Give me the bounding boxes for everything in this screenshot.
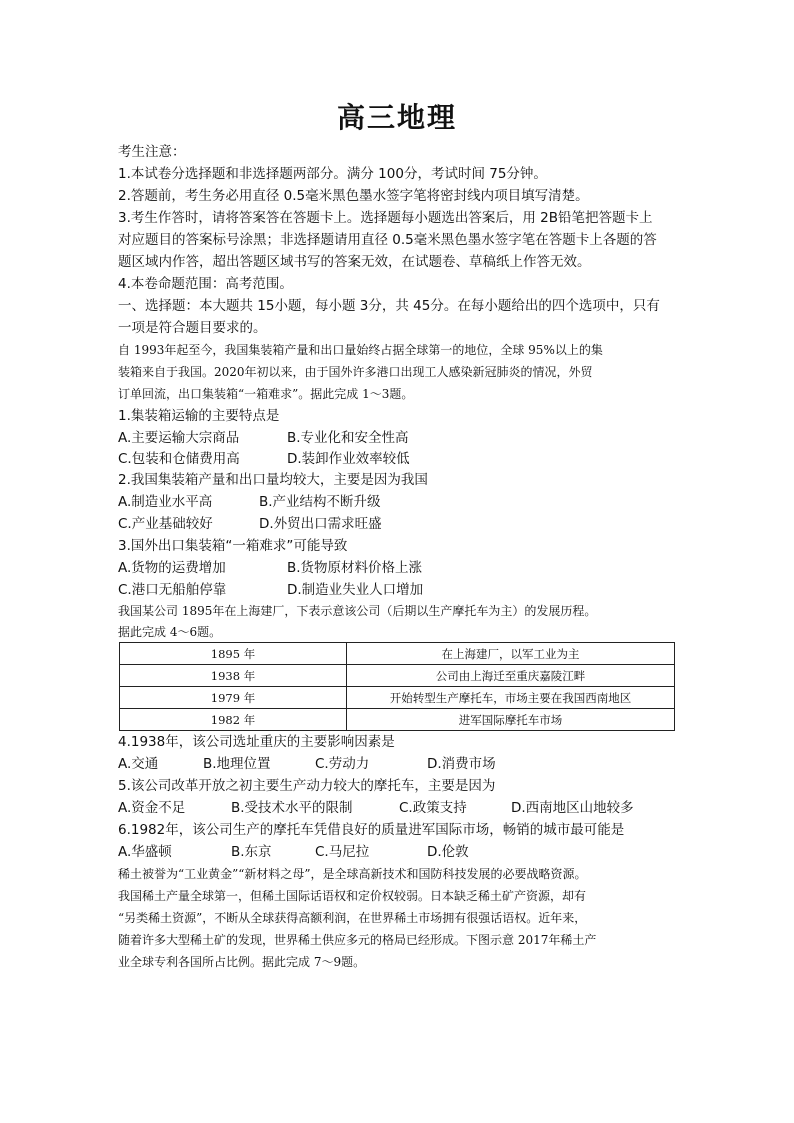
question-stem: 2.我国集装箱产量和出口量均较大，主要是因为我国 [118,472,428,488]
table-row [120,643,675,665]
passage-line: 稀土被誉为“工业黄金”“新材料之母”，是全球高新技术和国防科技发展的必要战略资源。 [118,867,587,881]
table-row [120,709,675,731]
notice-heading: 考生注意： [118,144,186,160]
table-cell-year: 1938 年 [120,665,347,687]
table-cell-event: 进军国际摩托车市场 [347,709,675,731]
question-stem: 6.1982年，该公司生产的摩托车凭借良好的质量进军国际市场，畅销的城市最可能是 [118,822,625,838]
table-row [120,687,675,709]
answer-option: C.包装和仓储费用高 [118,451,240,467]
answer-option: B.受技术水平的限制 [231,800,353,816]
answer-option: C.产业基础较好 [118,516,213,532]
answer-option: B.东京 [231,844,272,860]
table-cell-event: 在上海建厂，以军工业为主 [347,643,675,665]
answer-option: D.外贸出口需求旺盛 [259,516,382,532]
passage-line: 随着许多大型稀土矿的发现，世界稀土供应多元的格局已经形成。下图示意 2017年稀土产 [118,933,597,947]
passage-line: 装箱来自于我国。2020年初以来，由于国外许多港口出现工人感染新冠肺炎的情况，外贸 [118,365,593,379]
answer-option: B.地理位置 [203,756,271,772]
answer-option: C.港口无船舶停靠 [118,582,227,598]
notice-line: 2.答题前，考生务必用直径 0.5毫米黑色墨水签字笔将密封线内项目填写清楚。 [118,188,589,204]
notice-line: 对应题目的答案标号涂黑；非选择题请用直径 0.5毫米黑色墨水签字笔在答题卡上各题的答 [118,232,657,248]
passage-line: “另类稀土资源”，不断从全球获得高额利润，在世界稀土市场拥有很强话语权。近年来， [118,911,587,925]
table-cell-year: 1979 年 [120,687,347,709]
page-title: 高三地理 [336,101,457,134]
answer-option: A.交通 [118,756,159,772]
answer-option: B.产业结构不断升级 [259,494,381,510]
passage-line: 我国某公司 1895年在上海建厂，下表示意该公司（后期以生产摩托车为主）的发展历程。 [118,604,597,618]
table-row [120,665,675,687]
passage-line: 自 1993年起至今，我国集装箱产量和出口量始终占据全球第一的地位，全球 95%以上的集 [118,343,603,357]
history-table [119,642,675,731]
passage-line: 业全球专利各国所占比例。据此完成 7～9题。 [118,955,366,969]
passage-line: 订单回流，出口集装箱“一箱难求”。据此完成 1～3题。 [118,387,414,401]
section-instruction: 一、选择题：本大题共 15小题，每小题 3分，共 45分。在每小题给出的四个选项中，只有 [118,298,660,314]
answer-option: A.货物的运费增加 [118,560,226,576]
answer-option: A.华盛顿 [118,844,172,860]
notice-line: 4.本卷命题范围：高考范围。 [118,276,293,292]
answer-option: D.西南地区山地较多 [511,800,634,816]
notice-line: 3.考生作答时，请将答案答在答题卡上。选择题每小题选出答案后，用 2B铅笔把答题卡上 [118,210,653,226]
answer-option: B.专业化和安全性高 [287,430,409,446]
answer-option: D.伦敦 [427,844,469,860]
answer-option: A.主要运输大宗商品 [118,430,240,446]
answer-option: A.制造业水平高 [118,494,213,510]
passage-line: 我国稀土产量全球第一，但稀土国际话语权和定价权较弱。日本缺乏稀土矿产资源，却有 [118,889,587,903]
answer-option: C.劳动力 [315,756,370,772]
notice-line: 题区域内作答，超出答题区域书写的答案无效，在试题卷、草稿纸上作答无效。 [118,254,591,270]
answer-option: D.制造业失业人口增加 [287,582,424,598]
table-cell-year: 1982 年 [120,709,347,731]
section-instruction: 一项是符合题目要求的。 [118,320,267,336]
answer-option: A.资金不足 [118,800,186,816]
notice-line: 1.本试卷分选择题和非选择题两部分。满分 100分，考试时间 75分钟。 [118,166,547,182]
question-stem: 3.国外出口集装箱“一箱难求”可能导致 [118,538,348,554]
question-stem: 5.该公司改革开放之初主要生产动力较大的摩托车，主要是因为 [118,778,496,794]
answer-option: D.装卸作业效率较低 [287,451,410,467]
table-cell-event: 开始转型生产摩托车，市场主要在我国西南地区 [347,687,675,709]
table-cell-event: 公司由上海迁至重庆嘉陵江畔 [347,665,675,687]
answer-option: B.货物原材料价格上涨 [287,560,423,576]
answer-option: D.消费市场 [427,756,496,772]
answer-option: C.政策支持 [399,800,467,816]
question-stem: 4.1938年，该公司选址重庆的主要影响因素是 [118,734,395,750]
question-stem: 1.集装箱运输的主要特点是 [118,408,280,424]
passage-line: 据此完成 4～6题。 [118,625,222,639]
answer-option: C.马尼拉 [315,844,370,860]
table-cell-year: 1895 年 [120,643,347,665]
